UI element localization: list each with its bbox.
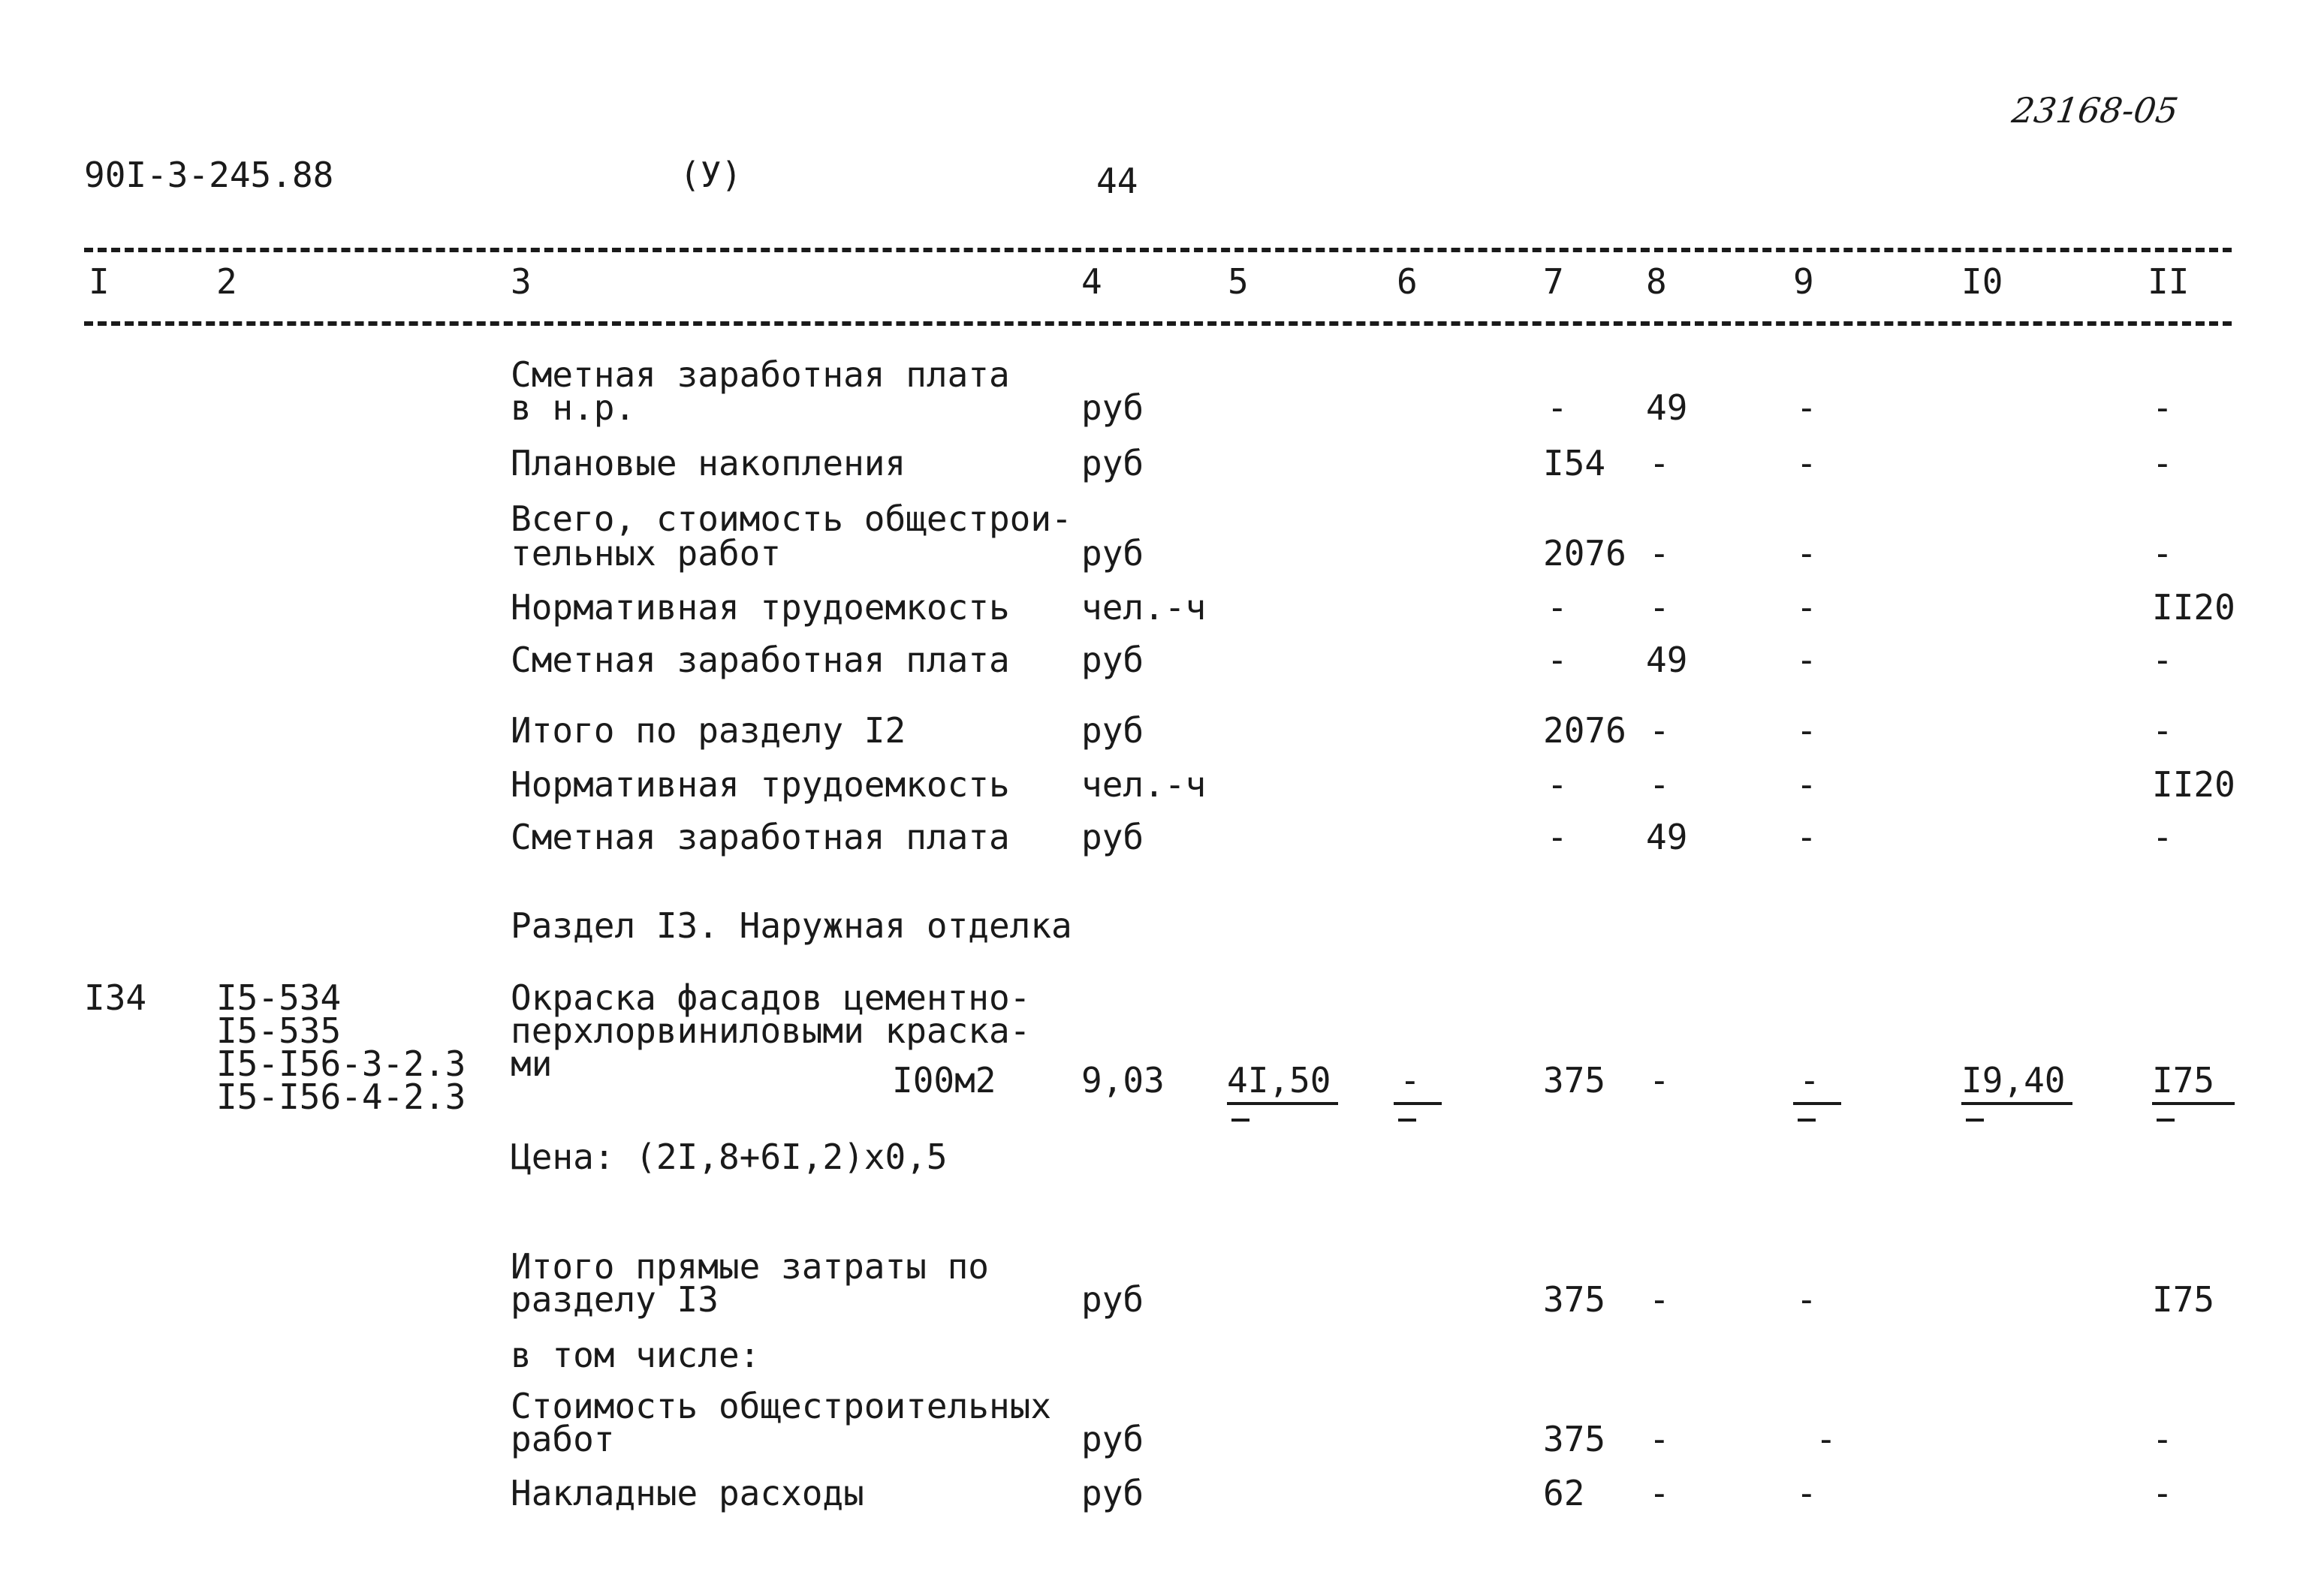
row-col8: 49 [1646,640,1688,680]
row-col11: II20 [2152,587,2235,628]
row-description-line: Плановые накопления [511,443,906,483]
row-unit: руб [1081,710,1144,751]
item-code: I5-534 [216,977,342,1018]
row-description-line: в н.р. [511,387,636,428]
row-col7: 375 [1543,1279,1606,1320]
item-col11-underline [2152,1102,2235,1105]
row-description-line: тельных работ [511,533,782,574]
row-unit: руб [1081,443,1144,483]
column-header-2: 2 [216,261,237,302]
row-col9: - [1796,640,1817,680]
row-col7: 62 [1543,1473,1585,1513]
item-col9-underline-short [1798,1119,1816,1122]
row-description-line: Всего, стоимость общестрои- [511,498,1072,539]
item-col10-underline-short [1966,1119,1984,1122]
item-col8: - [1649,1060,1670,1101]
row-unit: чел.-ч [1081,587,1207,628]
row-col11: - [2152,1473,2173,1513]
item-description-line: Окраска фасадов цементно- [511,977,1031,1018]
row-unit: чел.-ч [1081,764,1207,805]
row-col7: 2076 [1543,533,1626,574]
row-col11: I75 [2152,1279,2215,1320]
item-description-line: ми [511,1043,553,1084]
row-col7: 375 [1543,1419,1606,1459]
column-header-8: 8 [1646,261,1667,302]
variant-mark: (У) [680,155,743,195]
row-unit: руб [1081,387,1144,428]
row-col7: - [1547,764,1568,805]
table-header-rule [84,321,2232,326]
row-col7: - [1547,817,1568,857]
column-header-11: II [2148,261,2190,302]
row-col8: - [1649,443,1670,483]
row-col7: 2076 [1543,710,1626,751]
item-unit: I00м2 [892,1060,996,1101]
row-col8: 49 [1646,817,1688,857]
section-title: Раздел I3. Наружная отделка [511,905,1072,946]
row-col8: - [1649,710,1670,751]
row-col11: - [2152,817,2173,857]
item-col5: 4I,50 [1227,1060,1331,1101]
row-col7: - [1547,387,1568,428]
row-description-line: Нормативная трудоемкость [511,587,1010,628]
item-quantity: 9,03 [1081,1060,1165,1101]
item-col9-underline [1793,1102,1841,1105]
row-col11: - [2152,533,2173,574]
row-col9: - [1796,587,1817,628]
item-col9: - [1799,1060,1820,1101]
row-description-line: Сметная заработная плата [511,817,1010,857]
row-col8: - [1649,1473,1670,1513]
column-header-3: 3 [511,261,532,302]
column-header-6: 6 [1397,261,1418,302]
row-col11: - [2152,443,2173,483]
row-unit: руб [1081,1473,1144,1513]
item-col7: 375 [1543,1060,1606,1101]
item-number: I34 [84,977,147,1018]
row-unit: руб [1081,817,1144,857]
page-number: 44 [1096,161,1138,201]
item-col10-underline [1961,1102,2072,1105]
column-header-9: 9 [1793,261,1814,302]
column-header-7: 7 [1543,261,1564,302]
row-col9: - [1796,387,1817,428]
item-code: I5-535 [216,1010,342,1051]
item-price-formula: Цена: (2I,8+6I,2)x0,5 [511,1137,948,1177]
row-description-line: Сметная заработная плата [511,354,1010,395]
row-unit: руб [1081,1419,1144,1459]
row-col11: - [2152,387,2173,428]
row-description-line: Нормативная трудоемкость [511,764,1010,805]
item-description-line: перхлорвиниловыми краска- [511,1010,1031,1051]
row-col8: - [1649,587,1670,628]
item-col10: I9,40 [1961,1060,2066,1101]
row-col8: - [1649,533,1670,574]
row-col9: - [1796,1279,1817,1320]
row-col8: - [1649,1279,1670,1320]
row-col9: - [1796,817,1817,857]
row-col11: - [2152,710,2173,751]
row-unit: руб [1081,1279,1144,1320]
item-col6: - [1400,1060,1421,1101]
column-header-10: I0 [1961,261,2003,302]
row-col11: II20 [2152,764,2235,805]
row-unit: руб [1081,640,1144,680]
row-col8: - [1649,764,1670,805]
row-col9: - [1796,533,1817,574]
row-col8: 49 [1646,387,1688,428]
column-header-4: 4 [1081,261,1102,302]
column-header-1: I [89,261,110,302]
row-col7: - [1547,587,1568,628]
row-col9: - [1796,1473,1817,1513]
row-description-line: в том числе: [511,1335,761,1375]
item-col11-underline-short [2157,1119,2175,1122]
row-unit: руб [1081,533,1144,574]
item-col5-underline [1227,1102,1338,1105]
row-col9: - [1796,443,1817,483]
row-col8: - [1649,1419,1670,1459]
item-col5-underline-short [1231,1119,1249,1122]
row-description-line: Итого прямые затраты по [511,1246,989,1287]
row-description-line: Стоимость общестроительных [511,1386,1052,1426]
row-description-line: работ [511,1419,615,1459]
row-col7: I54 [1543,443,1606,483]
item-col11: I75 [2152,1060,2215,1101]
row-col11: - [2152,1419,2173,1459]
table-top-rule [84,248,2232,252]
row-col7: - [1547,640,1568,680]
document-code: 90I-3-245.88 [84,155,334,195]
row-description-line: Итого по разделу I2 [511,710,906,751]
row-col11: - [2152,640,2173,680]
row-col9: - [1816,1419,1837,1459]
row-description-line: разделу I3 [511,1279,719,1320]
archive-number: 23168-05 [2009,90,2181,131]
row-col9: - [1796,710,1817,751]
row-description-line: Сметная заработная плата [511,640,1010,680]
item-code: I5-I56-3-2.3 [216,1043,466,1084]
column-header-5: 5 [1228,261,1249,302]
item-code: I5-I56-4-2.3 [216,1077,466,1117]
row-description-line: Накладные расходы [511,1473,864,1513]
row-col9: - [1796,764,1817,805]
item-col6-underline [1394,1102,1442,1105]
item-col6-underline-short [1398,1119,1416,1122]
